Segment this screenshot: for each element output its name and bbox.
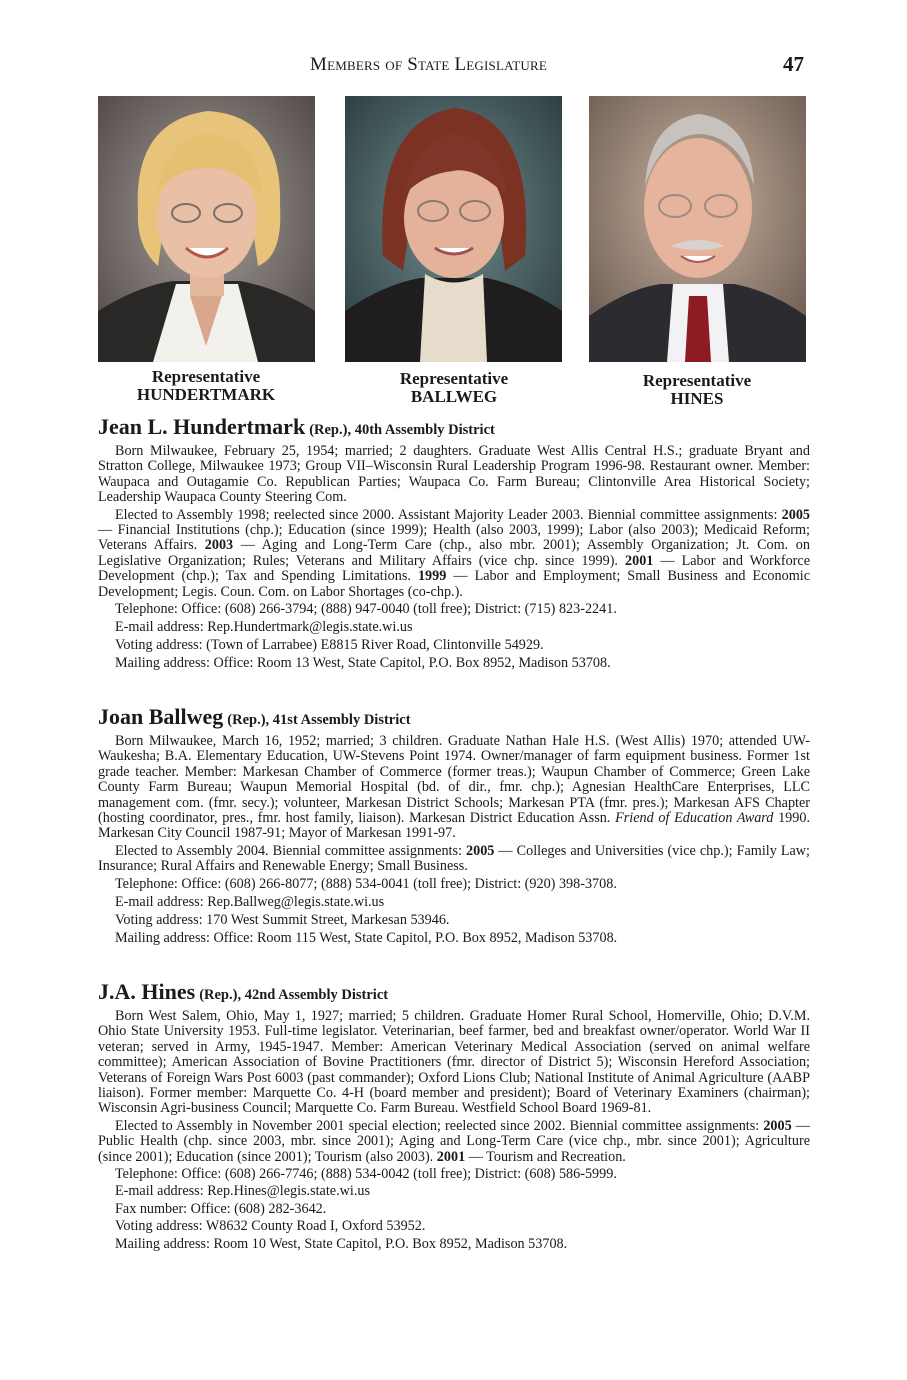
member-mailing-address: Mailing address: Office: Room 13 West, State Capitol, P.O. Box 8952, Madison 53708. [115, 655, 611, 672]
member-heading [98, 979, 810, 1005]
member-elected: Elected to Assembly in November 2001 special election; reelected since 2002. Biennial committee assignments: 2005 — Public Health (chp. since 2003, mbr. since 2001); Aging and Long-Term Care (vice chp., mbr. since 2001); Agriculture (since 2001); Education (since 2001); Tourism (also 2003). 2001 — Tourism and Recreation. [98, 1117, 810, 1165]
member-bio: Born West Salem, Ohio, May 1, 1927; married; 5 children. Graduate Homer Rural School, Homerville, Ohio; D.V.M. Ohio State University 1953. Full-time legislator. Veterinarian, beef farmer, bed and breakfast owner/operator. World War II veteran; served in Army, 1945-1947. Member: American Veterinary Medical Association (served on animal welfare committee); American Association of Bovine Practitioners (fmr. director of District 5); Wisconsin Hereford Association; Veterans of Foreign Wars Post 6003 (past commander); Oxford Lions Club; National Institute of Animal Agriculture (AABP liaison). Former member: Marquette Co. 4-H (board member and president); Board of Veterinary Examiners (chairman); Wisconsin Agri-business Council; Marquette Co. Farm Bureau. Westfield School Board 1969-81. [98, 1008, 810, 1117]
member-fax: Fax number: Office: (608) 282-3642. [115, 1200, 327, 1217]
running-head: Members of State Legislature [310, 54, 547, 75]
caption-title: Representative [151, 367, 261, 386]
member-bio: Born Milwaukee, March 16, 1952; married; 3 children. Graduate Nathan Hale H.S. (West Allis) 1970; attended UW-Waukesha; B.A. Elementary Education, UW-Stevens Point 1974. Owner/manager of farm equipment business. Former 1st grade teacher. Member: Markesan Chamber of Commerce (former treas.); Waupun Chamber of Commerce; Green Lake County Farm Bureau; Waupun Memorial Hospital (bd. of dir., fmr. chp.); Agnesian HealthCare Enterprises, LLC management com. (fmr. secy.); volunteer, Markesan District Schools; Markesan PTA (fmr. pres.); Markesan AFS Chapter (hosting coordinator, pres., fmr. host family, liaison). Markesan District Education Assn. Friend of Education Award 1990. Markesan City Council 1987-91; Mayor of Markesan 1991-97. [98, 733, 811, 842]
member-mailing-address: Mailing address: Room 10 West, State Capitol, P.O. Box 8952, Madison 53708. [115, 1235, 568, 1252]
member-heading [98, 414, 810, 440]
member-mailing-address: Mailing address: Office: Room 115 West, State Capitol, P.O. Box 8952, Madison 53708. [115, 929, 618, 946]
caption-title: Representative [642, 371, 752, 390]
caption-hines [577, 372, 817, 408]
member-voting-address: Voting address: 170 West Summit Street, Markesan 53946. [115, 911, 450, 928]
member-entry-hundertmark [98, 414, 810, 674]
member-entry-ballweg [98, 704, 810, 949]
member-district: (Rep.), 41st Assembly District [227, 712, 411, 728]
member-telephone: Telephone: Office: (608) 266-3794; (888) 947-0040 (toll free); District: (715) 823-2241. [115, 601, 617, 618]
member-telephone: Telephone: Office: (608) 266-7746; (888) 534-0042 (toll free); District: (608) 586-5999. [115, 1166, 617, 1183]
caption-name: HINES [670, 389, 724, 408]
member-telephone: Telephone: Office: (608) 266-8077; (888) 534-0041 (toll free); District: (920) 398-3708. [115, 875, 617, 892]
member-district: (Rep.), 40th Assembly District [309, 422, 495, 438]
caption-ballweg [334, 370, 574, 406]
caption-hundertmark [86, 368, 326, 404]
member-name: Jean L. Hundertmark [98, 414, 306, 439]
portrait-hundertmark-image [98, 96, 315, 362]
portrait-photo-hines [589, 96, 806, 362]
member-elected: Elected to Assembly 2004. Biennial committee assignments: 2005 — Colleges and Universities (vice chp.); Family Law; Insurance; Rural Affairs and Renewable Energy; Small Business. [98, 842, 810, 875]
member-heading [98, 704, 810, 730]
member-voting-address: Voting address: W8632 County Road I, Oxford 53952. [115, 1218, 426, 1235]
member-name: J.A. Hines [98, 979, 196, 1004]
caption-title: Representative [399, 369, 509, 388]
portrait-ballweg-image [345, 96, 562, 362]
portrait-photo-hundertmark [98, 96, 315, 362]
portrait-photo-ballweg [345, 96, 562, 362]
member-email: E-mail address: Rep.Hundertmark@legis.state.wi.us [115, 619, 413, 636]
member-name: Joan Ballweg [98, 704, 224, 729]
portrait-hines-image [589, 96, 806, 362]
caption-name: HUNDERTMARK [136, 385, 276, 404]
member-elected: Elected to Assembly 1998; reelected since 2000. Assistant Majority Leader 2003. Biennial committee assignments: 2005 — Financial Institutions (chp.); Education (since 1999); Health (also 2003, 1999); Labor (also 2003); Medicaid Reform; Veterans Affairs. 2003 — Aging and Long-Term Care (chp., also mbr. 2001); Assembly Organization; Jt. Com. on Legislative Organization; Rules; Veterans and Military Affairs (vice chp. since 1999). 2001 — Labor and Workforce Development (chp.); Tax and Spending Limitations. 1999 — Labor and Employment; Small Business and Economic Development; Legis. Coun. Com. on Labor Shortages (co-chp.). [98, 506, 810, 600]
member-email: E-mail address: Rep.Ballweg@legis.state.wi.us [115, 893, 385, 910]
member-bio: Born Milwaukee, February 25, 1954; married; 2 daughters. Graduate West Allis Central H.S.; graduate Bryant and Stratton College, Milwaukee 1973; Group VII–Wisconsin Rural Leadership Program 1996-98. Restaurant owner. Member: Waupaca and Outagamie Co. Republican Parties; Waupaca Co. Farm Bureau; Clintonville Area Historical Society; Leadership Waupaca County Steering Com. [98, 443, 810, 506]
page-number: 47 [783, 52, 804, 76]
member-entry-hines [98, 979, 810, 1254]
member-district: (Rep.), 42nd Assembly District [199, 987, 389, 1003]
member-voting-address: Voting address: (Town of Larrabee) E8815 River Road, Clintonville 54929. [115, 637, 544, 654]
member-email: E-mail address: Rep.Hines@legis.state.wi.us [115, 1183, 370, 1200]
caption-name: BALLWEG [410, 387, 498, 406]
